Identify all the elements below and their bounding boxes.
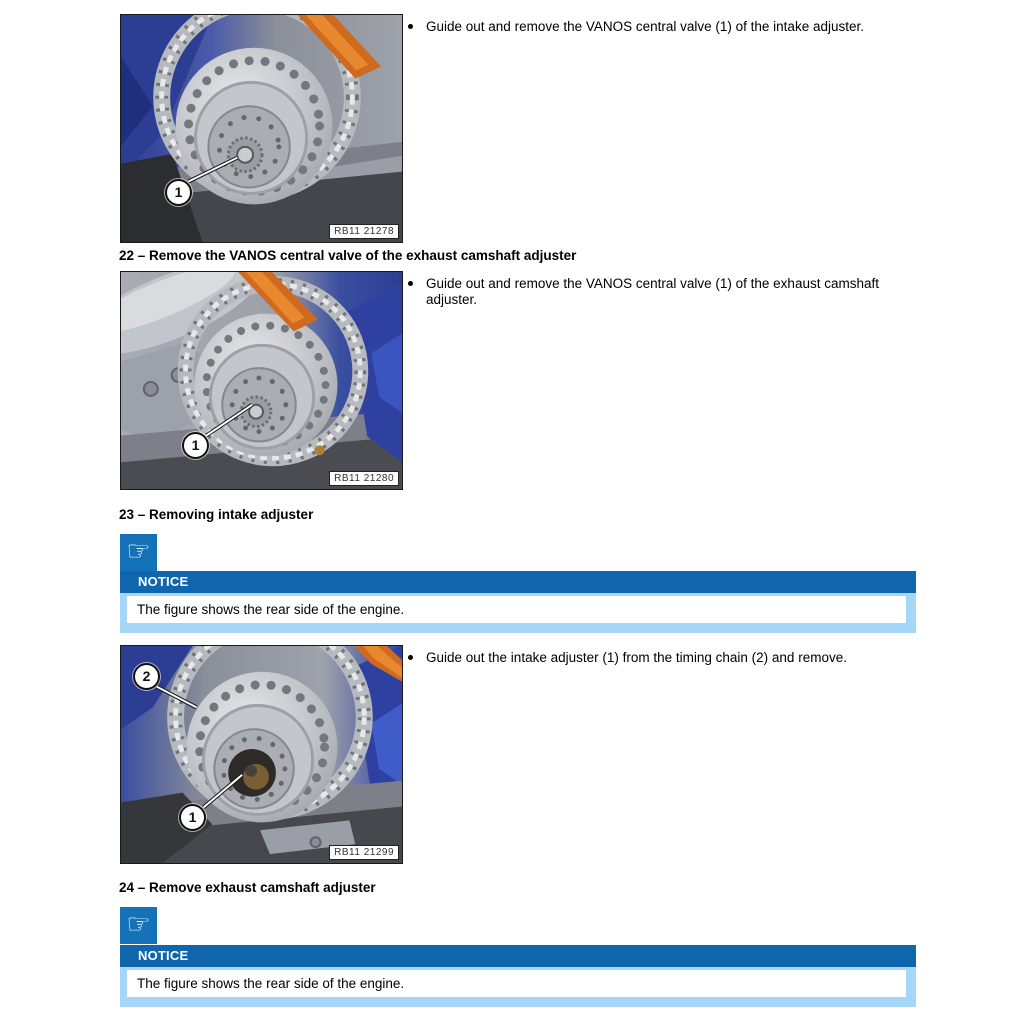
callout-1-badge [165,179,192,206]
instruction-bullet-intake-valve [408,19,913,35]
callout-number: 1 [188,809,197,825]
notice-text: The figure shows the rear side of the engine. [127,596,906,623]
instruction-text: Guide out and remove the VANOS central valve (1) of the exhaust camshaft adjuster. [426,276,879,307]
figure-id-label: RB11 21280 [329,471,399,486]
figure-id-label: RB11 21278 [329,224,399,239]
engine-photo-illustration [121,272,402,489]
callout-1-badge [179,804,206,831]
notice-body-1 [120,593,916,633]
callout-1-badge [182,432,209,459]
figure-intake-adjuster-removal [120,645,403,864]
callout-number: 1 [191,437,200,453]
instruction-text: Guide out and remove the VANOS central valve (1) of the intake adjuster. [426,19,864,34]
callout-2-badge [133,663,160,690]
step-23-heading: 23 – Removing intake adjuster [119,507,314,522]
pointing-hand-glyph: ☞ [126,909,151,940]
figure-id-label: RB11 21299 [329,845,399,860]
instruction-bullet-exhaust-valve [408,276,908,307]
notice-label: NOTICE [138,948,189,963]
step-24-heading: 24 – Remove exhaust camshaft adjuster [119,880,376,895]
bullet-icon [408,24,413,29]
figure-exhaust-vanos-valve [120,271,403,490]
figure-intake-vanos-valve [120,14,403,243]
notice-header-2 [120,945,916,967]
pointing-hand-glyph: ☞ [126,536,151,567]
step-22-heading: 22 – Remove the VANOS central valve of the exhaust camshaft adjuster [119,248,577,263]
notice-body-2 [120,967,916,1007]
bullet-icon [408,655,413,660]
instruction-bullet-intake-adjuster [408,650,928,666]
notice-header-1 [120,571,916,593]
callout-number: 1 [174,184,183,200]
pointing-hand-icon [120,907,157,944]
bullet-icon [408,281,413,286]
engine-photo-illustration [121,15,402,242]
notice-text: The figure shows the rear side of the engine. [127,970,906,997]
notice-label: NOTICE [138,574,189,589]
pointing-hand-icon [120,534,157,571]
engine-photo-illustration [121,646,402,863]
instruction-text: Guide out the intake adjuster (1) from the timing chain (2) and remove. [426,650,847,665]
callout-number: 2 [142,668,151,684]
